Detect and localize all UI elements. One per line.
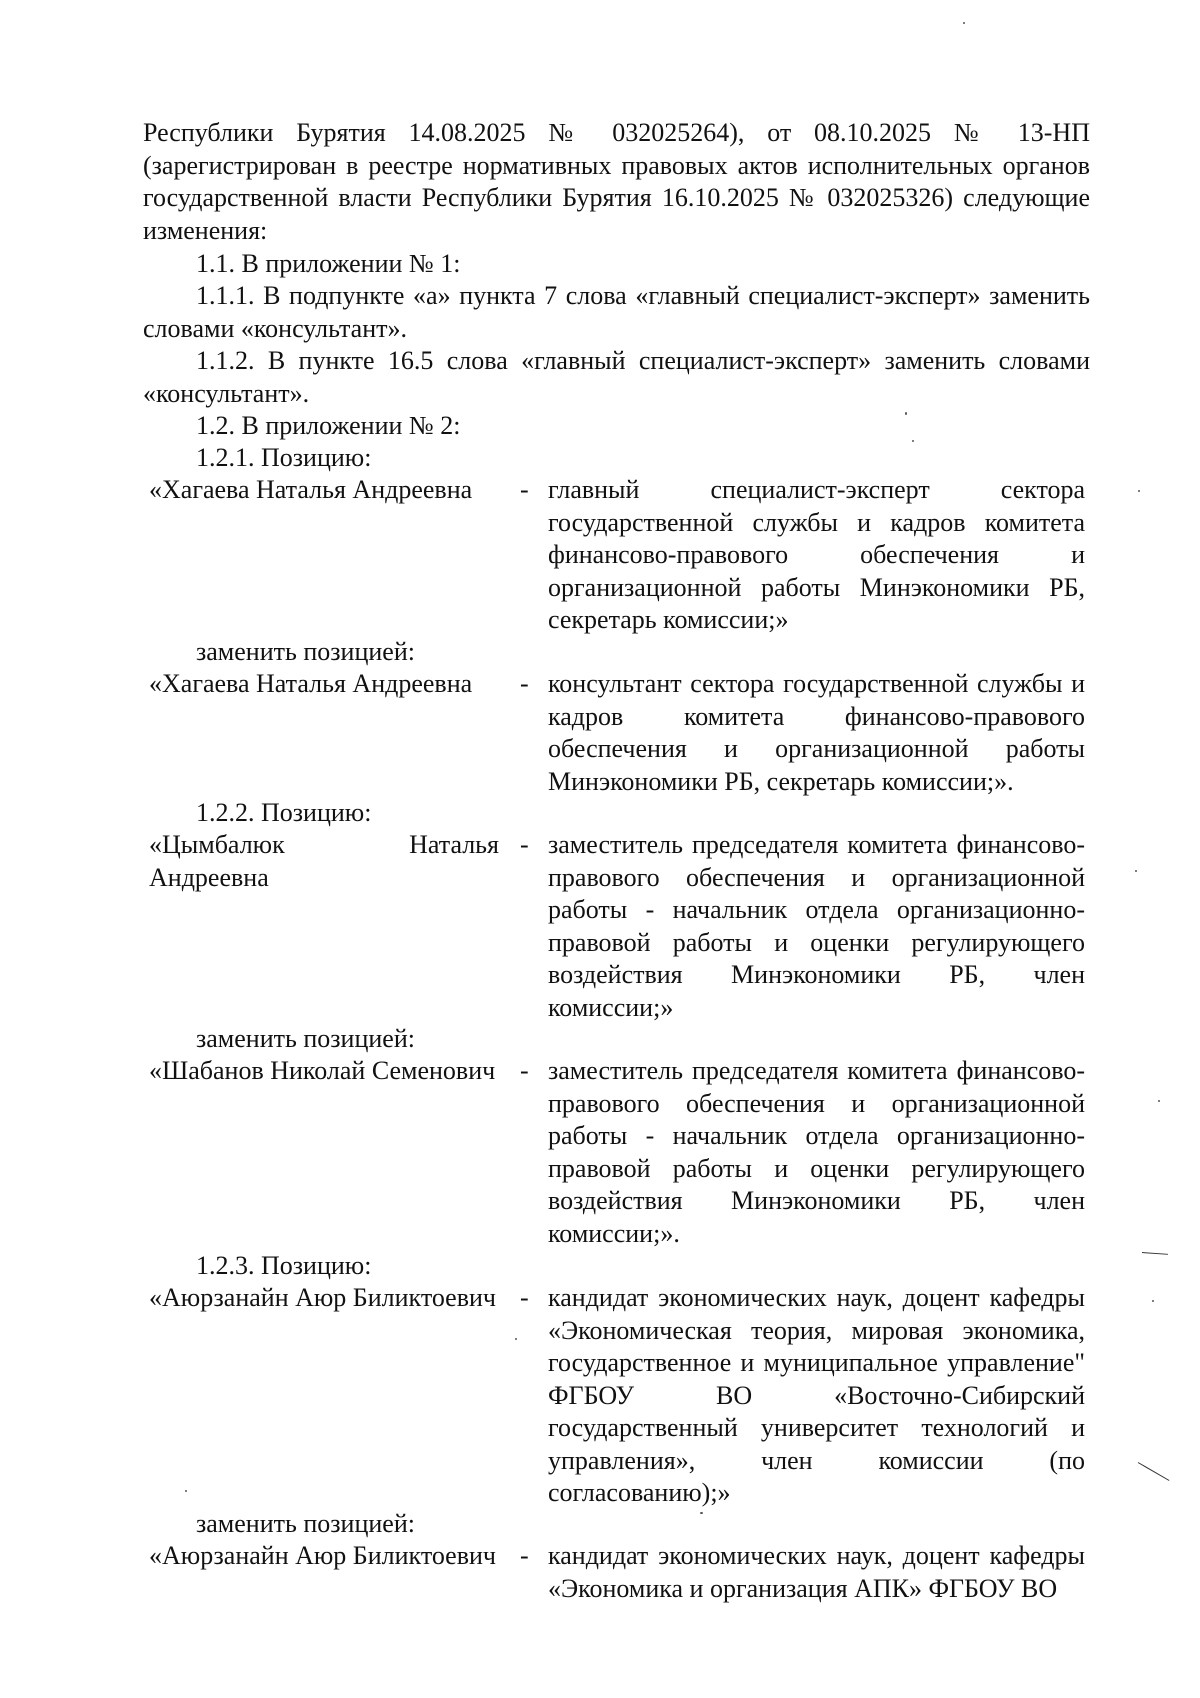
position-name: «Аюрзанайн Аюр Биликтоевич <box>149 1541 496 1570</box>
item-1-2-2: 1.2.2. Позицию: <box>196 798 372 827</box>
scan-speck <box>1158 1100 1160 1102</box>
replace-label: заменить позицией: <box>196 1024 415 1053</box>
position-name: «Аюрзанайн Аюр Биликтоевич <box>149 1283 496 1312</box>
replace-label: заменить позицией: <box>196 1509 415 1538</box>
scan-speck <box>1135 870 1137 872</box>
item-1-2-1: 1.2.1. Позицию: <box>196 443 372 472</box>
item-1-1-1: 1.1.1. В подпункте «а» пункта 7 слова «главный специалист-эксперт» заменить словами «консультант». <box>143 281 1090 343</box>
position-dash: - <box>520 669 529 698</box>
scan-speck <box>905 412 907 415</box>
position-dash: - <box>520 1541 529 1570</box>
position-description: консультант сектора государственной службы и кадров комитета финансово-правового обеспечения и организационной работы Минэкономики РБ, секретарь комиссии;». <box>548 669 1085 796</box>
item-1-1-1-block <box>143 280 1090 345</box>
position-name: «Шабанов Николай Семенович <box>149 1056 496 1085</box>
position-dash: - <box>520 1283 529 1312</box>
scan-speck <box>963 22 965 24</box>
position-description: заместитель председателя комитета финансово-правового обеспечения и организационной работы - начальник отдела организационно-правовой работы и оценки регулирующего воздействия Минэкономики РБ, член комиссии;» <box>548 830 1085 1022</box>
position-name: «Хагаева Наталья Андреевна <box>149 475 473 504</box>
item-1-1: 1.1. В приложении № 1: <box>196 249 461 278</box>
position-description: кандидат экономических наук, доцент кафедры «Экономическая теория, мировая экономика, государственное и муниципальное управление" ФГБОУ ВО «Восточно-Сибирский государственный университет технологий и управления», член комиссии (по согласованию);» <box>548 1283 1085 1507</box>
position-description: главный специалист-эксперт сектора государственной службы и кадров комитета финансово-правового обеспечения и организационной работы Минэкономики РБ, секретарь комиссии;» <box>548 475 1085 634</box>
scan-speck <box>1138 490 1140 492</box>
intro-text: Республики Бурятия 14.08.2025 № 032025264), от 08.10.2025 № 13-НП (зарегистрирован в реестре нормативных правовых актов исполнительных органов государственной власти Республики Бурятия 16.10.2025 № 032025326) следующие изменения: <box>143 118 1090 245</box>
scan-mark <box>1142 1252 1168 1255</box>
position-description: кандидат экономических наук, доцент кафедры «Экономика и организация АПК» ФГБОУ ВО <box>548 1541 1085 1603</box>
position-name: «Хагаева Наталья Андреевна <box>149 669 473 698</box>
scan-speck <box>515 1338 517 1340</box>
intro-paragraph <box>143 117 1090 247</box>
scan-mark <box>1138 1462 1170 1481</box>
item-1-2: 1.2. В приложении № 2: <box>196 411 461 440</box>
position-dash: - <box>520 475 529 504</box>
item-1-1-2: 1.1.2. В пункте 16.5 слова «главный специалист-эксперт» заменить словами «консультант». <box>143 346 1090 408</box>
position-name: «Цымбалюк Наталья Андреевна <box>149 830 499 892</box>
replace-label: заменить позицией: <box>196 637 415 666</box>
position-dash: - <box>520 1056 529 1085</box>
scan-speck <box>185 1490 187 1492</box>
scan-speck <box>700 1512 703 1514</box>
item-1-2-3: 1.2.3. Позицию: <box>196 1251 372 1280</box>
scan-speck <box>1152 1300 1154 1302</box>
position-description: заместитель председателя комитета финансово-правового обеспечения и организационной работы - начальник отдела организационно-правовой работы и оценки регулирующего воздействия Минэкономики РБ, член комиссии;». <box>548 1056 1085 1248</box>
scan-speck <box>912 440 914 442</box>
item-1-1-2-block <box>143 345 1090 410</box>
position-dash: - <box>520 830 529 859</box>
